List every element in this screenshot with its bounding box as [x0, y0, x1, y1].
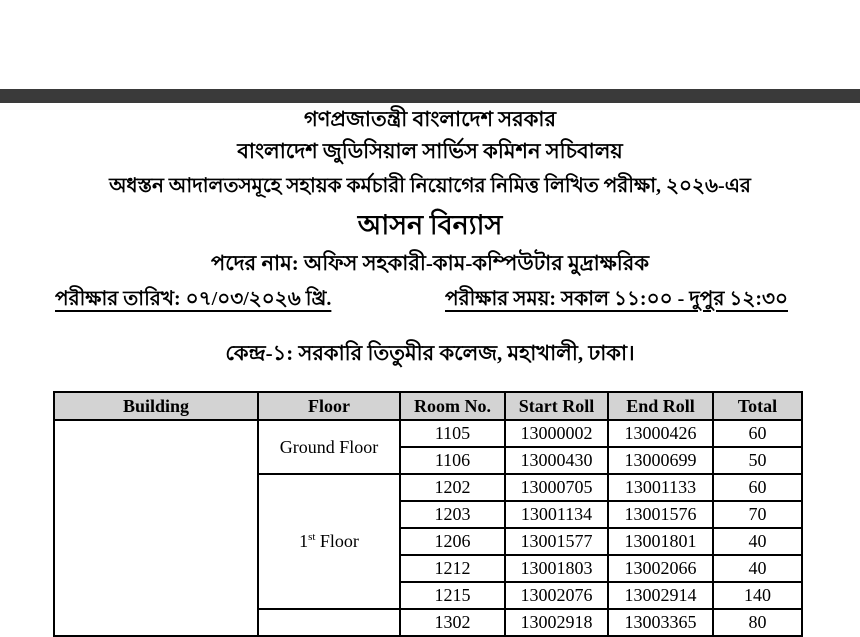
column-header-room-no: Room No.: [400, 392, 505, 420]
end-roll-cell: 13000426: [608, 420, 713, 447]
end-roll-cell: 13001801: [608, 528, 713, 555]
exam-date: পরীক্ষার তারিখ: ০৭/০৩/২০২৬ খ্রি.: [55, 288, 332, 310]
organization-name: বাংলাদেশ জুডিসিয়াল সার্ভিস কমিশন সচিবালয়: [237, 139, 623, 163]
room-cell: 1206: [400, 528, 505, 555]
building-cell: [54, 420, 258, 636]
room-cell: 1302: [400, 609, 505, 636]
government-title: গণপ্রজাতন্ত্রী বাংলাদেশ সরকার: [303, 107, 557, 131]
document-title: আসন বিন্যাস: [357, 210, 503, 240]
floor-cell: 1st Floor: [258, 474, 400, 609]
start-roll-cell: 13000430: [505, 447, 608, 474]
start-roll-cell: 13001577: [505, 528, 608, 555]
end-roll-cell: 13001576: [608, 501, 713, 528]
total-cell: 50: [713, 447, 802, 474]
post-name: পদের নাম: অফিস সহকারী-কাম-কম্পিউটার মুদ্রাক্ষরিক: [210, 251, 650, 275]
column-header-end-roll: End Roll: [608, 392, 713, 420]
start-roll-cell: 13001803: [505, 555, 608, 582]
room-cell: 1203: [400, 501, 505, 528]
start-roll-cell: 13001134: [505, 501, 608, 528]
exam-center: কেন্দ্র-১: সরকারি তিতুমীর কলেজ, মহাখালী, ঢাকা।: [225, 341, 635, 365]
table-header-row: [54, 392, 802, 420]
start-roll-cell: 13000002: [505, 420, 608, 447]
total-cell: 40: [713, 528, 802, 555]
room-cell: 1105: [400, 420, 505, 447]
start-roll-cell: 13000705: [505, 474, 608, 501]
end-roll-cell: 13000699: [608, 447, 713, 474]
start-roll-cell: 13002076: [505, 582, 608, 609]
page-top-divider-bar: [0, 89, 860, 103]
total-cell: 70: [713, 501, 802, 528]
table-body: [54, 420, 802, 636]
column-header-start-roll: Start Roll: [505, 392, 608, 420]
column-header-total: Total: [713, 392, 802, 420]
end-roll-cell: 13002066: [608, 555, 713, 582]
column-header-floor: Floor: [258, 392, 400, 420]
exam-description: অধস্তন আদালতসমূহে সহায়ক কর্মচারী নিয়োগের নিমিত্ত লিখিত পরীক্ষা, ২০২৬-এর: [109, 175, 751, 197]
total-cell: 40: [713, 555, 802, 582]
total-cell: 140: [713, 582, 802, 609]
total-cell: 80: [713, 609, 802, 636]
total-cell: 60: [713, 420, 802, 447]
floor-cell: Ground Floor: [258, 420, 400, 474]
room-cell: 1106: [400, 447, 505, 474]
column-header-building: Building: [54, 392, 258, 420]
start-roll-cell: 13002918: [505, 609, 608, 636]
total-cell: 60: [713, 474, 802, 501]
exam-time: পরীক্ষার সময়: সকাল ১১:০০ - দুপুর ১২:৩০: [445, 288, 788, 310]
table-row: [54, 420, 802, 447]
room-cell: 1215: [400, 582, 505, 609]
floor-cell: [258, 609, 400, 636]
room-cell: 1212: [400, 555, 505, 582]
end-roll-cell: 13001133: [608, 474, 713, 501]
seat-plan-table: [53, 391, 803, 637]
end-roll-cell: 13003365: [608, 609, 713, 636]
end-roll-cell: 13002914: [608, 582, 713, 609]
room-cell: 1202: [400, 474, 505, 501]
